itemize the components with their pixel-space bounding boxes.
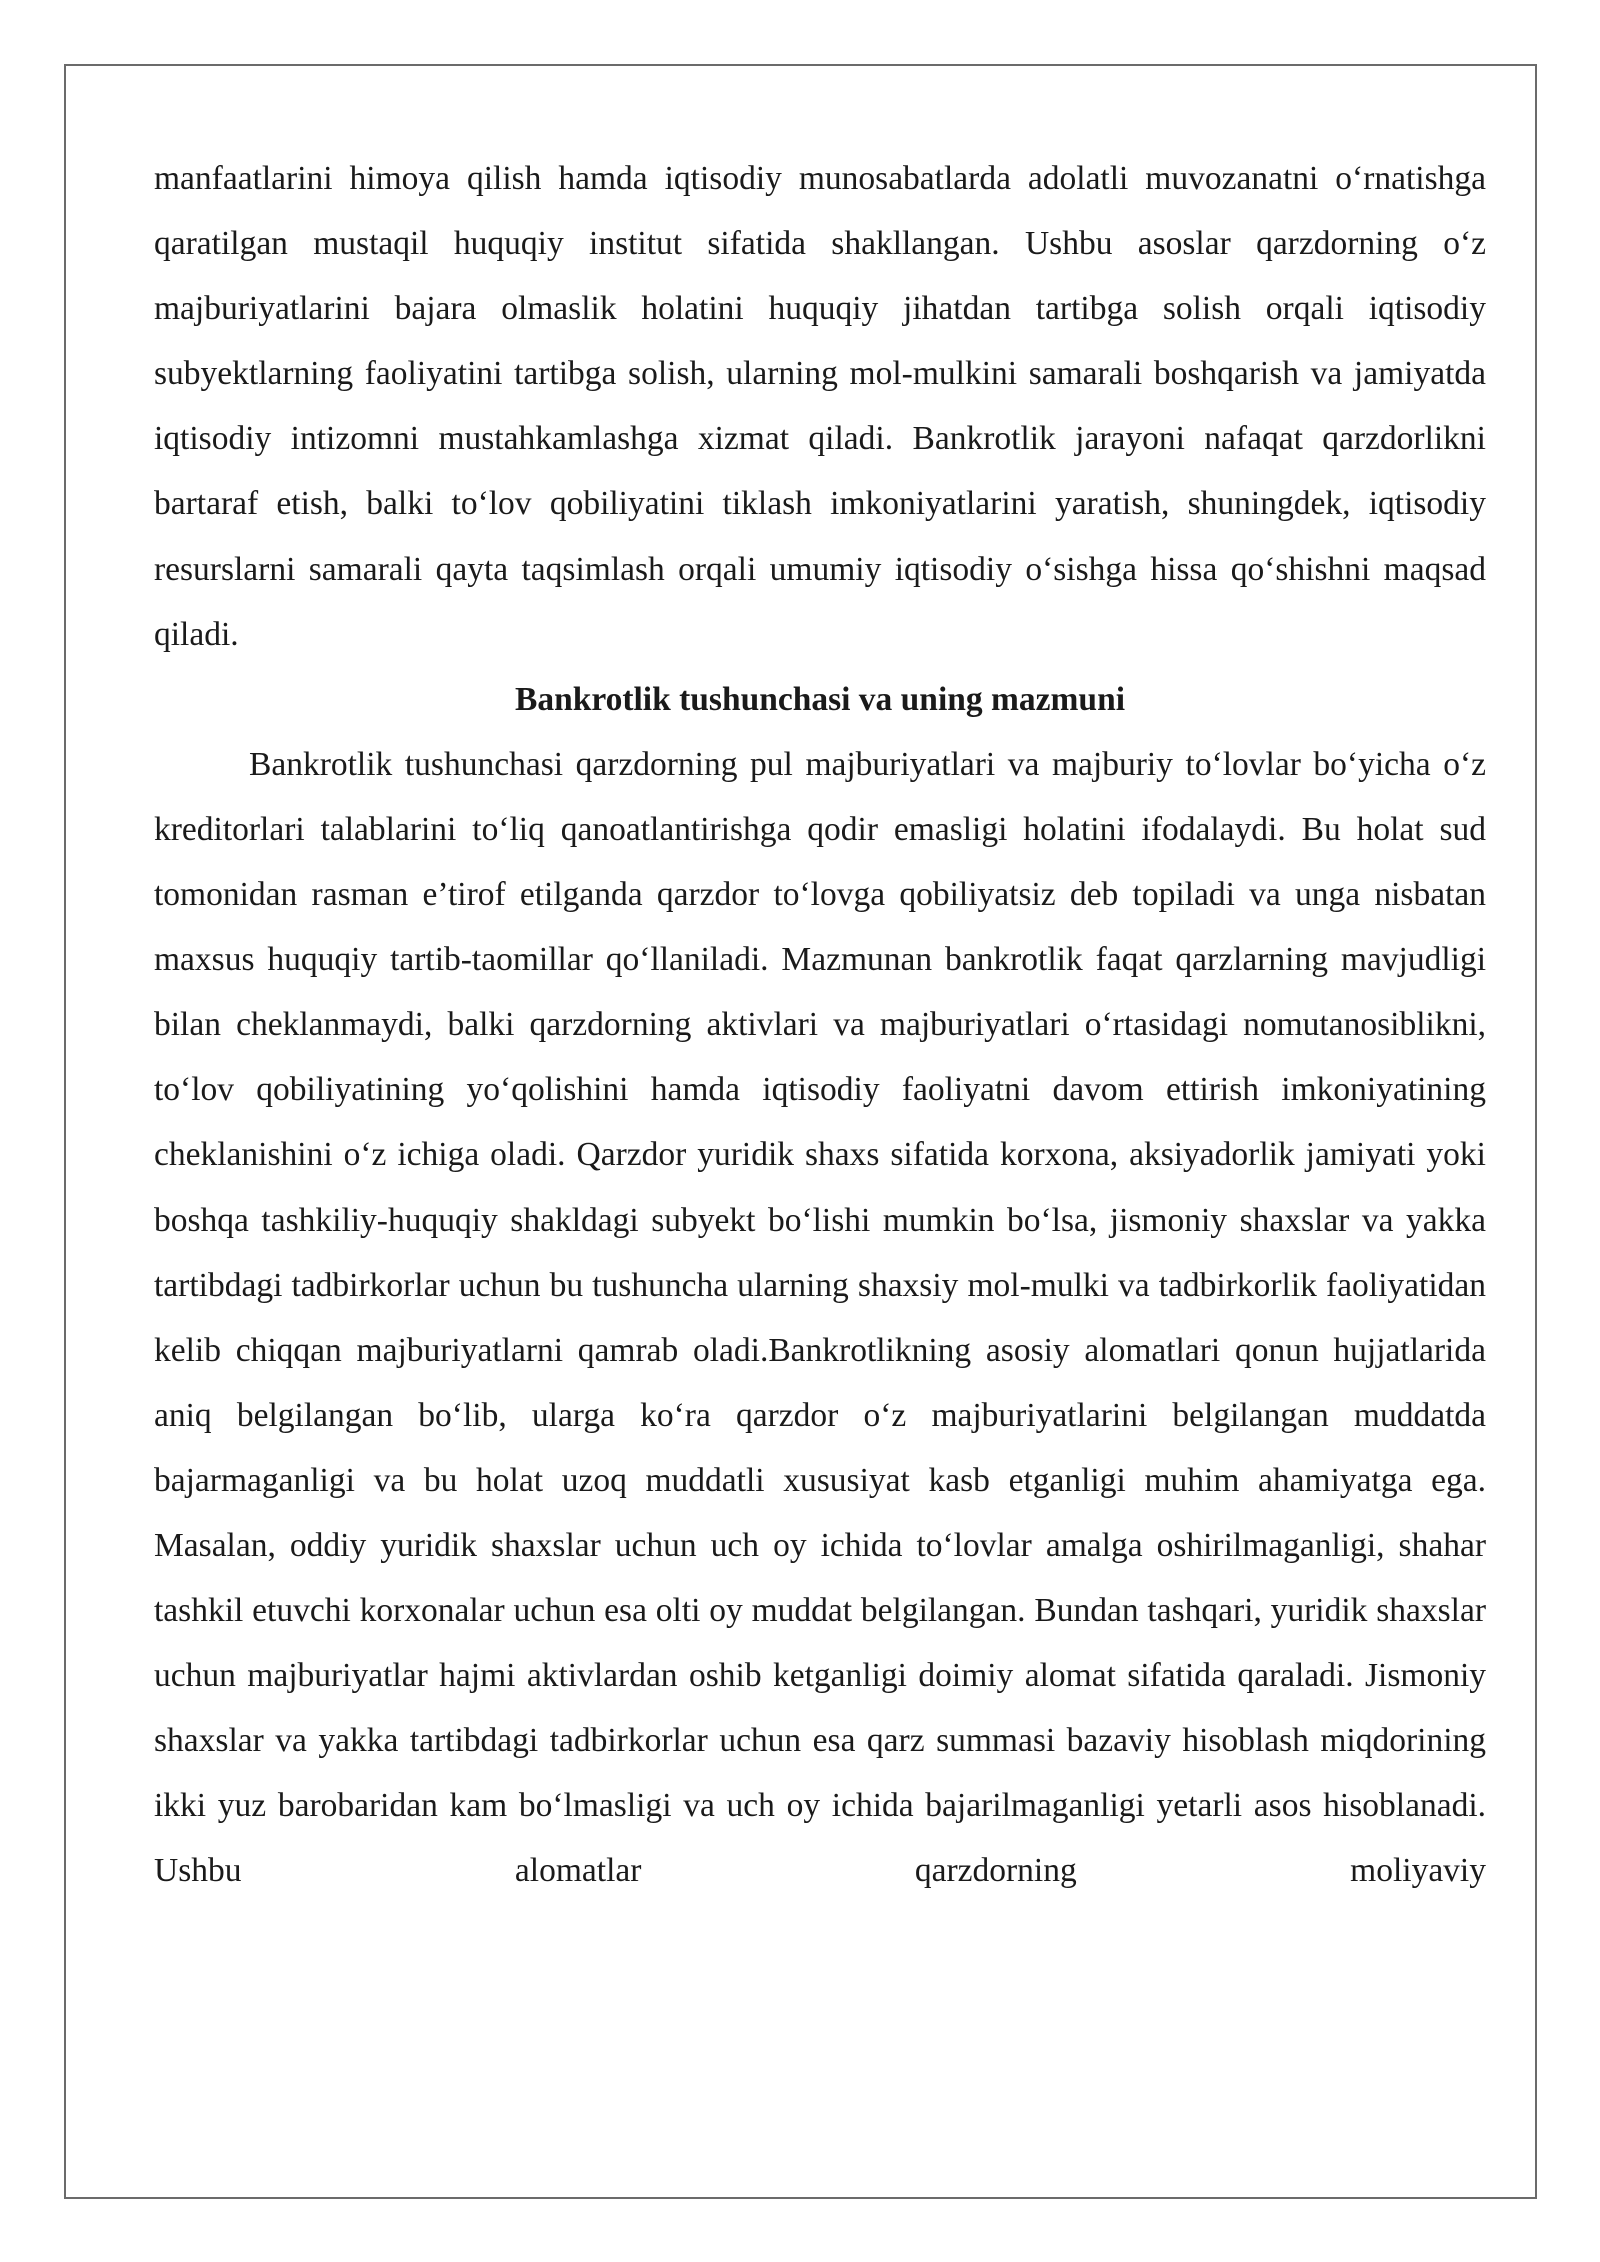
paragraph-continued: manfaatlarini himoya qilish hamda iqtisodiy munosabatlarda adolatli muvozanatni oʻrnatishga qaratilgan mustaqil huquqiy institut sifatida shakllangan. Ushbu asoslar qarzdorning oʻz majburiyatlarini bajara olmaslik holatini huquqiy jihatdan tartibga solish orqali iqtisodiy subyektlarning faoliyatini tartibga solish, ularning mol-mulkini samarali boshqarish va jamiyatda iqtisodiy intizomni mustahkamlashga xizmat qiladi. Bankrotlik jarayoni nafaqat qarzdorlikni bartaraf etish, balki toʻlov qobiliyatini tiklash imkoniyatlarini yaratish, shuningdek, iqtisodiy resurslarni samarali qayta taqsimlash orqali umumiy iqtisodiy oʻsishga hissa qoʻshishni maqsad qiladi. xyxy=(154,160,1486,653)
section-heading: Bankrotlik tushunchasi va uning mazmuni xyxy=(514,680,1126,718)
document-body xyxy=(154,146,1486,1904)
paragraph-bankrotlik-tushunchasi: Bankrotlik tushunchasi qarzdorning pul majburiyatlari va majburiy toʻlovlar boʻyicha oʻz kreditorlari talablarini toʻliq qanoatlantirishga qodir emasligi holatini ifodalaydi. Bu holat sud tomonidan rasman e’tirof etilganda qarzdor toʻlovga qobiliyatsiz deb topiladi va unga nisbatan maxsus huquqiy tartib-taomillar qoʻllaniladi. Mazmunan bankrotlik faqat qarzlarning mavjudligi bilan cheklanmaydi, balki qarzdorning aktivlari va majburiyatlari oʻrtasidagi nomutanosiblikni, toʻlov qobiliyatining yoʻqolishini hamda iqtisodiy faoliyatni davom ettirish imkoniyatining cheklanishini oʻz ichiga oladi. Qarzdor yuridik shaxs sifatida korxona, aksiyadorlik jamiyati yoki boshqa tashkiliy-huquqiy shakldagi subyekt boʻlishi mumkin boʻlsa, jismoniy shaxslar va yakka tartibdagi tadbirkorlar uchun bu tushuncha ularning shaxsiy mol-mulki va tadbirkorlik faoliyatidan kelib chiqqan majburiyatlarni qamrab oladi.Bankrotlikning asosiy alomatlari qonun hujjatlarida aniq belgilangan boʻlib, ularga koʻra qarzdor oʻz majburiyatlarini belgilangan muddatda bajarmaganligi va bu holat uzoq muddatli xususiyat kasb etganligi muhim ahamiyatga ega. Masalan, oddiy yuridik shaxslar uchun uch oy ichida toʻlovlar amalga oshirilmaganligi, shahar tashkil etuvchi korxonalar uchun esa olti oy muddat belgilangan. Bundan tashqari, yuridik shaxslar uchun majburiyatlar hajmi aktivlardan oshib ketganligi doimiy alomat sifatida qaraladi. Jismoniy shaxslar va yakka tartibdagi tadbirkorlar uchun esa qarz summasi bazaviy hisoblash miqdorining ikki yuz barobaridan kam boʻlmasligi va uch oy ichida bajarilmaganligi yetarli asos hisoblanadi. Ushbu alomatlar qarzdorning moliyaviy xyxy=(154,745,1486,1890)
